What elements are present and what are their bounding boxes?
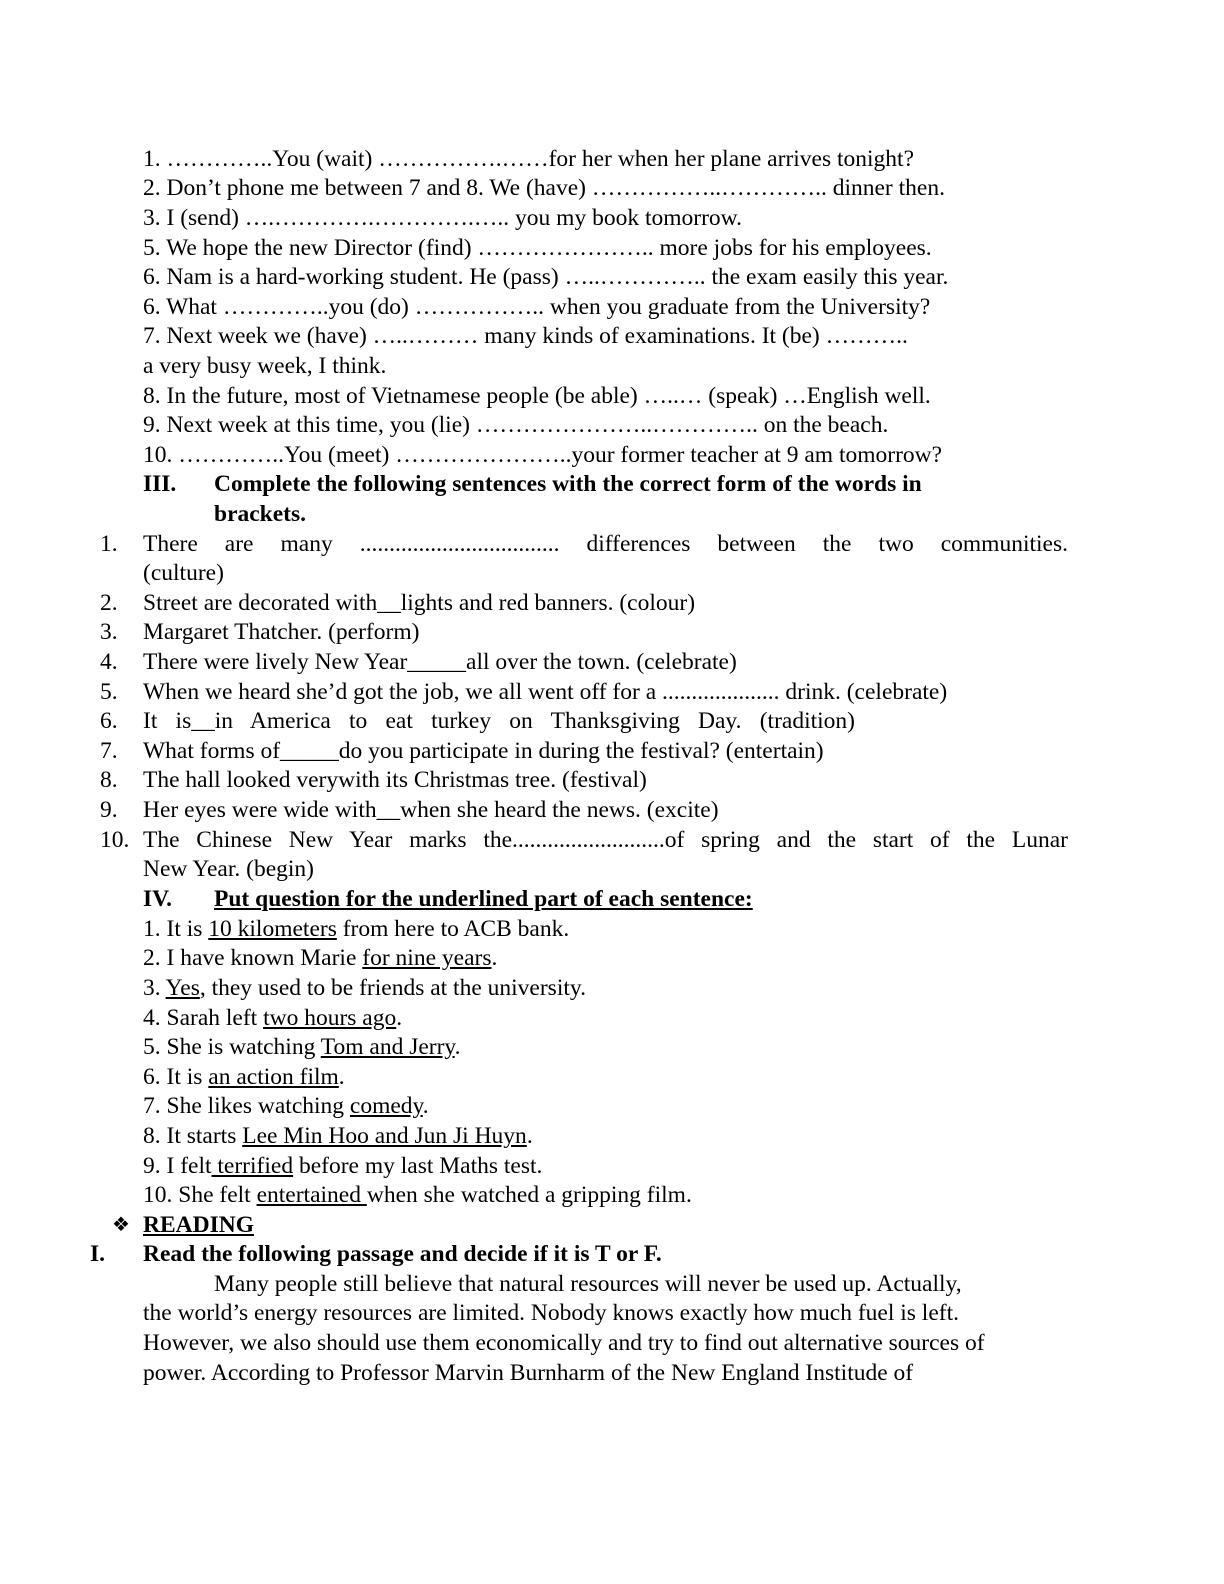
question-text: from here to ACB bank. xyxy=(336,916,570,942)
passage-line: the world’s energy resources are limited. Nobody knows exactly how much fuel is left. xyxy=(143,1300,959,1326)
question-text: . xyxy=(526,1123,533,1149)
question-text: . xyxy=(491,945,498,971)
question-item xyxy=(143,1032,461,1062)
underlined-part: two hours ago xyxy=(263,1005,397,1031)
question-text: 8. It starts xyxy=(143,1123,243,1149)
list-item-cont: (culture) xyxy=(143,560,224,586)
underlined-part: an action film xyxy=(208,1064,339,1090)
item-number: 3. xyxy=(100,619,118,645)
underlined-part: comedy xyxy=(349,1093,423,1119)
section-heading: Read the following passage and decide if it is T or F. xyxy=(143,1241,662,1267)
exercise-line: 7. Next week we (have) …..……… many kinds of examinations. It (be) ……….. xyxy=(143,323,908,349)
item-number: 4. xyxy=(100,649,118,675)
exercise-line: 1. …………..You (wait) …………….……for her when her plane arrives tonight? xyxy=(143,146,915,172)
exercise-line: 10. …………..You (meet) …………………..your former teacher at 9 am tomorrow? xyxy=(143,442,943,468)
list-item: Street are decorated with__lights and red banners. (colour) xyxy=(143,590,696,616)
question-item xyxy=(143,973,586,1003)
section-heading-cont: brackets. xyxy=(214,501,307,527)
question-item xyxy=(143,1091,429,1121)
question-item xyxy=(143,914,569,944)
exercise-line: 6. What …………..you (do) …………….. when you graduate from the University? xyxy=(143,294,931,320)
exercise-line: 6. Nam is a hard-working student. He (pass) …..………….. the exam easily this year. xyxy=(143,264,949,290)
list-item: There are many .................................. differences between the two communities. xyxy=(143,531,1068,557)
question-text: . xyxy=(338,1064,345,1090)
question-item xyxy=(143,1151,542,1181)
list-item: Margaret Thatcher. (perform) xyxy=(143,619,420,645)
question-item xyxy=(143,1180,692,1210)
exercise-line: 3. I (send) ….………….………….….. you my book tomorrow. xyxy=(143,205,742,231)
question-text: . xyxy=(454,1034,461,1060)
question-text: . xyxy=(422,1093,429,1119)
underlined-part: 10 kilometers xyxy=(208,916,337,942)
question-text: 10. She felt xyxy=(143,1182,257,1208)
underlined-part: Yes xyxy=(165,975,200,1001)
list-item: The hall looked verywith its Christmas tree. (festival) xyxy=(143,767,647,793)
section-numeral: IV. xyxy=(143,886,172,912)
question-text: . xyxy=(396,1005,403,1031)
question-item xyxy=(143,1003,402,1033)
section-numeral: I. xyxy=(90,1241,106,1267)
question-text: 6. It is xyxy=(143,1064,209,1090)
exercise-line: 2. Don’t phone me between 7 and 8. We (have) ……………..………….. dinner then. xyxy=(143,175,945,201)
question-text: 1. It is xyxy=(143,916,209,942)
list-item: The Chinese New Year marks the..........................of spring and the start of the Lunar xyxy=(143,827,1068,853)
question-text: 7. She likes watching xyxy=(143,1093,350,1119)
item-number: 6. xyxy=(100,708,118,734)
underlined-part: Tom and Jerry xyxy=(320,1034,455,1060)
reading-title: READING xyxy=(143,1212,254,1238)
item-number: 7. xyxy=(100,738,118,764)
underlined-part: Lee Min Hoo and Jun Ji Huyn xyxy=(242,1123,527,1149)
diamond-bullet-icon: ❖ xyxy=(112,1214,130,1236)
question-text: 4. Sarah left xyxy=(143,1005,264,1031)
passage-line: power. According to Professor Marvin Burnharm of the New England Institude of xyxy=(143,1360,914,1386)
exercise-line: 5. We hope the new Director (find) ………………….. more jobs for his employees. xyxy=(143,235,932,261)
list-item: It is__in America to eat turkey on Thanksgiving Day. (tradition) xyxy=(143,708,855,734)
question-text: , they used to be friends at the university. xyxy=(199,975,586,1001)
list-item: There were lively New Year_____all over the town. (celebrate) xyxy=(143,649,737,675)
question-text: 2. I have known Marie xyxy=(143,945,363,971)
question-text: 5. She is watching xyxy=(143,1034,321,1060)
underlined-part: terrified xyxy=(211,1153,294,1179)
exercise-line: 8. In the future, most of Vietnamese people (be able) …..… (speak) …English well. xyxy=(143,383,931,409)
item-number: 9. xyxy=(100,797,118,823)
section-heading: Put question for the underlined part of each sentence: xyxy=(214,886,753,912)
section-numeral: III. xyxy=(143,471,177,497)
question-item xyxy=(143,943,497,973)
section-heading: Complete the following sentences with the correct form of the words in xyxy=(214,471,922,497)
question-text: before my last Maths test. xyxy=(293,1153,543,1179)
question-text: when she watched a gripping film. xyxy=(366,1182,692,1208)
item-number: 5. xyxy=(100,679,118,705)
item-number: 10. xyxy=(100,827,130,853)
exercise-line: 9. Next week at this time, you (lie) …………………..………….. on the beach. xyxy=(143,412,889,438)
passage-line: However, we also should use them economically and try to find out alternative sources of xyxy=(143,1330,985,1356)
item-number: 8. xyxy=(100,767,118,793)
underlined-part: for nine years xyxy=(362,945,492,971)
question-item xyxy=(143,1062,345,1092)
passage-line: Many people still believe that natural resources will never be used up. Actually, xyxy=(214,1271,962,1297)
question-text: 3. xyxy=(143,975,166,1001)
list-item-cont: New Year. (begin) xyxy=(143,856,314,882)
item-number: 2. xyxy=(100,590,118,616)
exercise-line: a very busy week, I think. xyxy=(143,353,387,379)
list-item: Her eyes were wide with__when she heard the news. (excite) xyxy=(143,797,719,823)
underlined-part: entertained xyxy=(256,1182,367,1208)
question-item xyxy=(143,1121,533,1151)
question-text: 9. I felt xyxy=(143,1153,212,1179)
list-item: When we heard she’d got the job, we all went off for a .................... drink. (celebrate) xyxy=(143,679,948,705)
list-item: What forms of_____do you participate in during the festival? (entertain) xyxy=(143,738,824,764)
item-number: 1. xyxy=(100,531,118,557)
